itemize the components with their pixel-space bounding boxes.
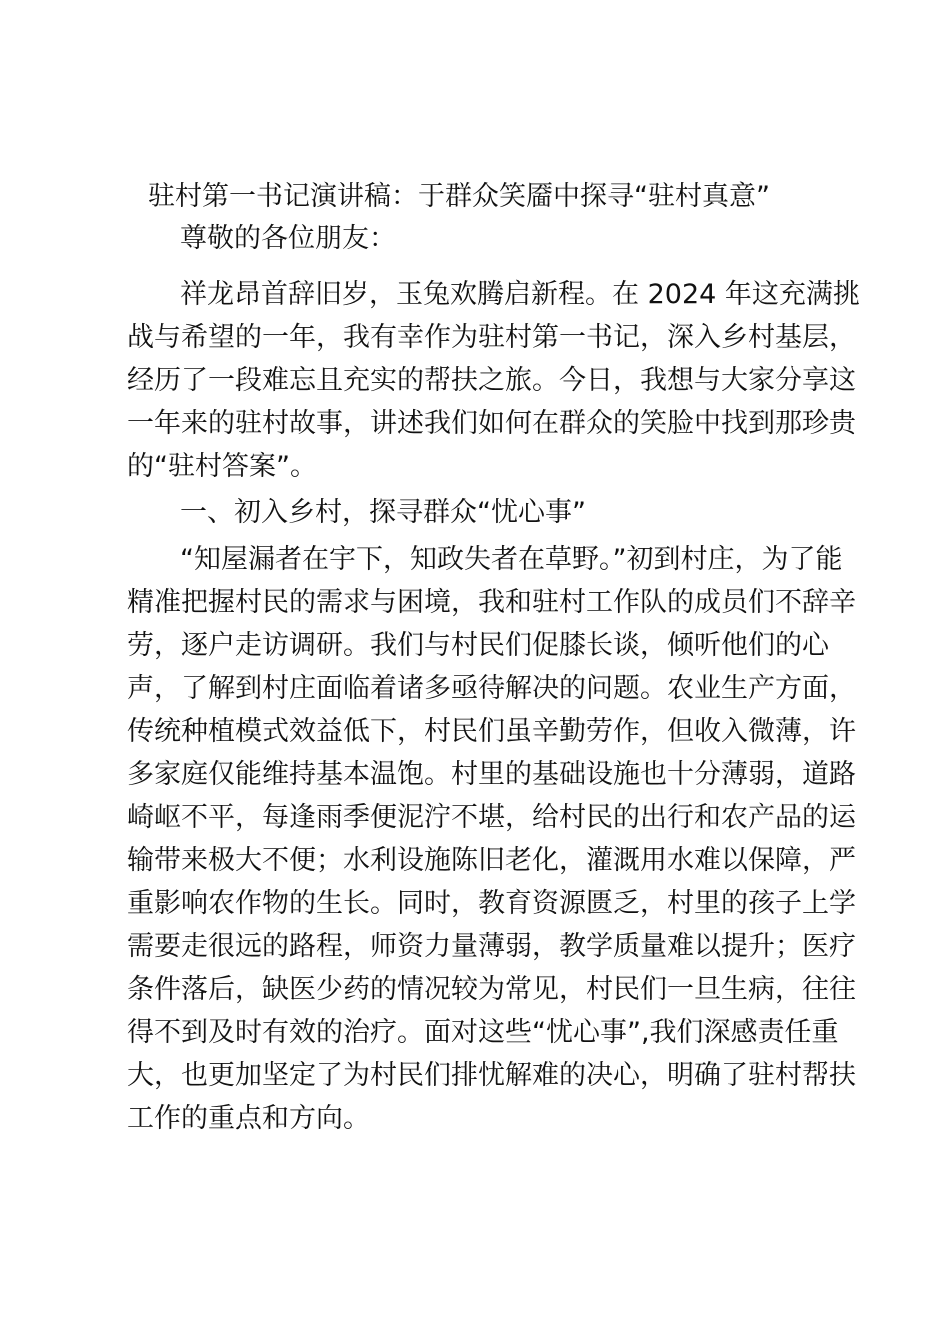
section-line-6: 多家庭仅能维持基本温饱。村里的基础设施也十分薄弱，道路 [127,759,856,790]
section-line-9: 重影响农作物的生长。同时，教育资源匮乏，村里的孩子上学 [127,888,856,919]
section-line-7: 崎岖不平，每逢雨季便泥泞不堪，给村民的出行和农产品的运 [127,802,856,833]
intro-line-5: 的“驻村答案”。 [127,451,317,482]
section-line-5: 传统种植模式效益低下，村民们虽辛勤劳作，但收入微薄，许 [127,716,856,747]
section-line-1: “知屋漏者在宇下，知政失者在草野。”初到村庄，为了能 [180,544,843,575]
intro-line-4: 一年来的驻村故事，讲述我们如何在群众的笑脸中找到那珍贵 [127,408,856,439]
intro-line-3: 经历了一段难忘且充实的帮扶之旅。今日，我想与大家分享这 [127,365,856,396]
section-line-14: 工作的重点和方向。 [127,1103,370,1134]
section-line-12: 得不到及时有效的治疗。面对这些“忧心事”,我们深感责任重 [127,1017,839,1048]
section-line-4: 声，了解到村庄面临着诸多亟待解决的问题。农业生产方面， [127,673,856,704]
section-line-3: 劳，逐户走访调研。我们与村民们促膝长谈，倾听他们的心 [127,630,829,661]
section-line-8: 输带来极大不便；水利设施陈旧老化，灌溉用水难以保障，严 [127,845,856,876]
intro-line-1: 祥龙昂首辞旧岁，玉兔欢腾启新程。在 2024 年这充满挑 [180,279,860,310]
section-heading: 一、初入乡村，探寻群众“忧心事” [180,497,586,528]
document-title: 驻村第一书记演讲稿：于群众笑靥中探寻“驻村真意” [148,181,770,212]
section-line-2: 精准把握村民的需求与困境，我和驻村工作队的成员们不辞辛 [127,587,856,618]
section-line-13: 大，也更加坚定了为村民们排忧解难的决心，明确了驻村帮扶 [127,1060,856,1091]
intro-line-2: 战与希望的一年，我有幸作为驻村第一书记，深入乡村基层， [127,322,856,353]
section-line-11: 条件落后，缺医少药的情况较为常见，村民们一旦生病，往往 [127,974,856,1005]
greeting-line: 尊敬的各位朋友： [180,223,396,254]
section-line-10: 需要走很远的路程，师资力量薄弱，教学质量难以提升；医疗 [127,931,856,962]
